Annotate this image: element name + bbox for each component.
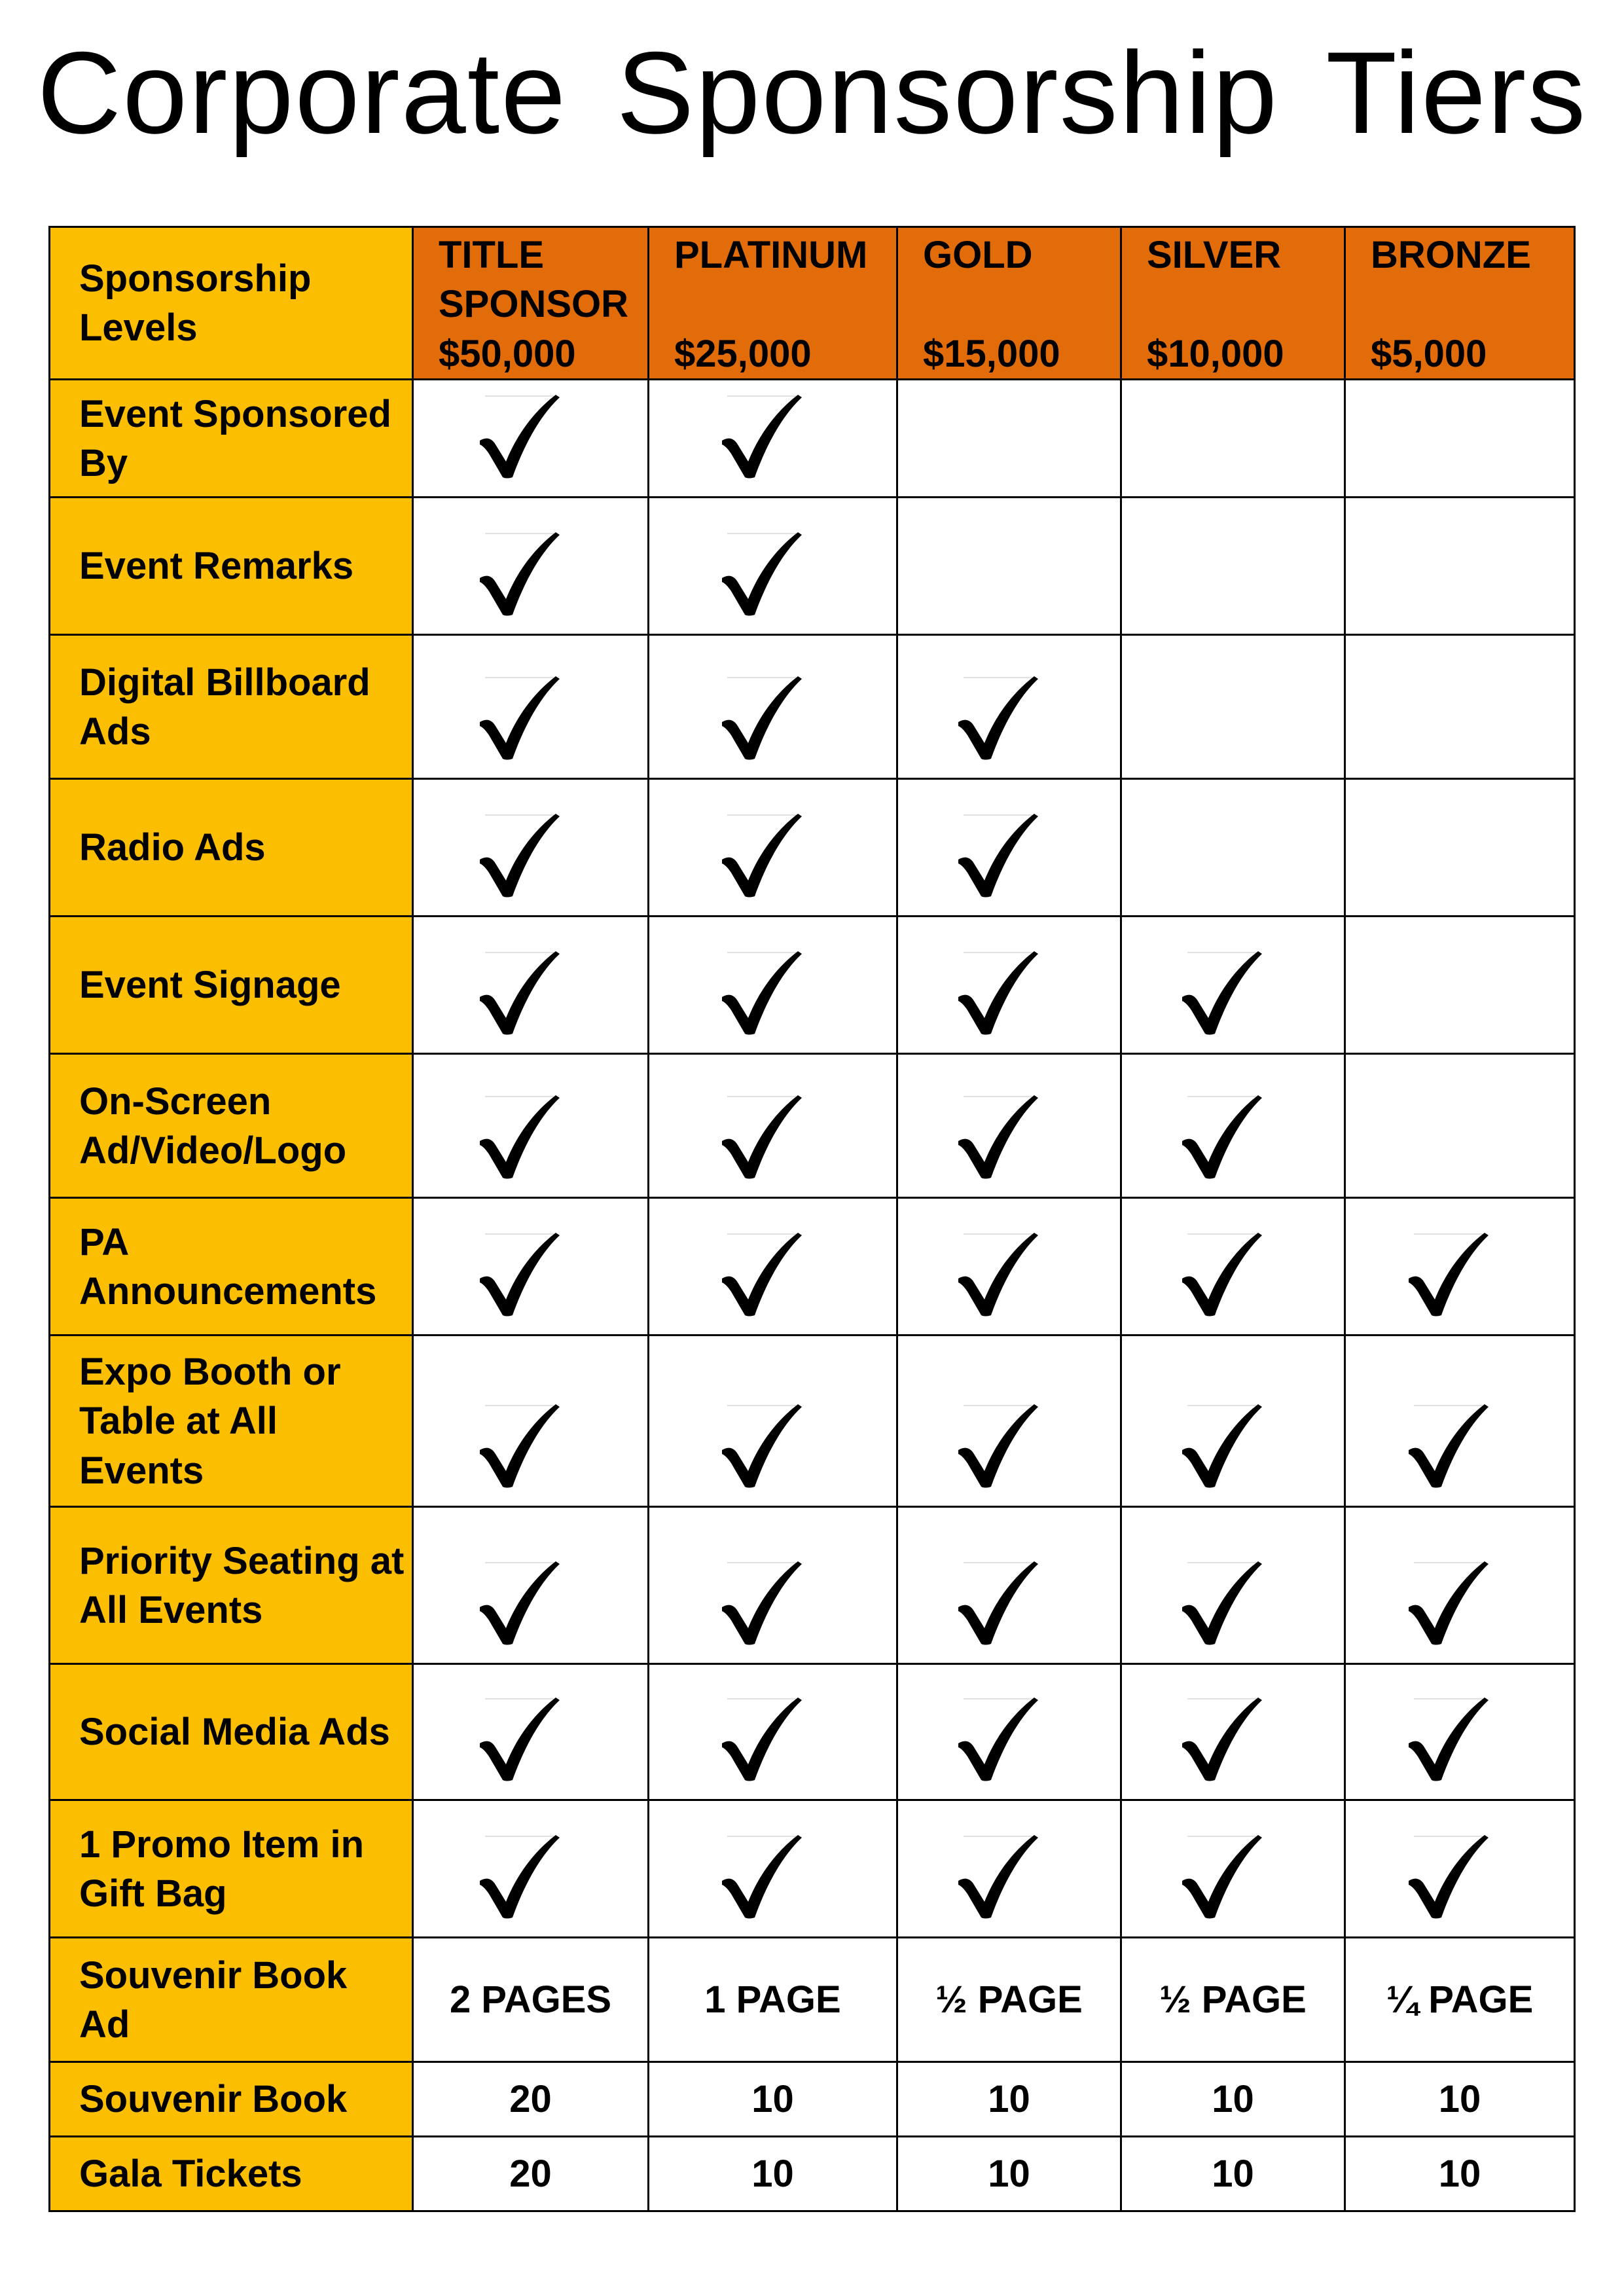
benefit-cell-silver [1121,1335,1345,1507]
benefit-cell-title-sponsor [413,635,649,779]
checkmark-icon [714,1227,806,1319]
table-row [50,635,1575,779]
table-row [50,1507,1575,1664]
value-cell-title-sponsor: 20 [413,2062,649,2137]
benefit-label: Event Signage [50,917,413,1054]
benefit-cell-bronze [1345,1664,1575,1800]
checkmark-icon [1174,1227,1266,1319]
benefit-cell-gold [897,1335,1121,1507]
tier-name: SILVER [1147,234,1282,276]
checkmark-icon [714,527,806,619]
benefit-cell-platinum [649,1664,897,1800]
benefit-cell-title-sponsor [413,1800,649,1938]
checkmark-icon [472,671,564,763]
checkmark-icon [950,1830,1042,1921]
benefit-cell-bronze [1345,635,1575,779]
table-row [50,1054,1575,1198]
benefit-cell-platinum [649,380,897,498]
benefit-cell-silver [1121,779,1345,917]
benefit-cell-gold [897,1800,1121,1938]
checkmark-icon [472,1692,564,1784]
value-cell-gold: 10 [897,2062,1121,2137]
table-row [50,2137,1575,2211]
benefit-cell-gold [897,1664,1121,1800]
checkmark-icon [950,808,1042,900]
benefit-cell-gold [897,917,1121,1054]
checkmark-icon [472,946,564,1038]
benefit-cell-bronze [1345,779,1575,917]
value-cell-silver: ½ PAGE [1121,1938,1345,2062]
checkmark-icon [1401,1830,1492,1921]
tier-price: $25,000 [674,333,812,375]
table-body [50,380,1575,2211]
value-cell-gold: 10 [897,2137,1121,2211]
table-row [50,779,1575,917]
checkmark-icon [1401,1692,1492,1784]
tier-name: GOLD [923,234,1033,276]
benefit-cell-platinum [649,1507,897,1664]
benefit-cell-platinum [649,498,897,635]
value-cell-platinum: 10 [649,2137,897,2211]
benefit-label: Digital Billboard Ads [50,635,413,779]
benefit-cell-silver [1121,635,1345,779]
benefit-cell-bronze [1345,380,1575,498]
benefit-label: PA Announcements [50,1198,413,1335]
checkmark-icon [950,1227,1042,1319]
checkmark-icon [1401,1399,1492,1491]
checkmark-icon [950,1556,1042,1648]
benefit-cell-gold [897,498,1121,635]
benefit-cell-platinum [649,1335,897,1507]
checkmark-icon [714,1830,806,1921]
value-cell-bronze: 10 [1345,2137,1575,2211]
table-row [50,2062,1575,2137]
value-cell-bronze: ¼ PAGE [1345,1938,1575,2062]
benefit-cell-silver [1121,1664,1345,1800]
benefit-cell-silver [1121,380,1345,498]
sponsorship-tiers-table [48,226,1576,2212]
benefit-cell-title-sponsor [413,1335,649,1507]
value-row-label: Souvenir Book Ad [50,1938,413,2062]
checkmark-icon [472,808,564,900]
benefit-label: Priority Seating at All Events [50,1507,413,1664]
benefit-cell-title-sponsor [413,498,649,635]
table-row [50,1664,1575,1800]
benefit-label: Event Sponsored By [50,380,413,498]
benefit-cell-gold [897,635,1121,779]
tier-name: BRONZE [1371,234,1531,276]
value-cell-bronze: 10 [1345,2062,1575,2137]
tier-header-row [50,227,1575,380]
value-row-label: Souvenir Book [50,2062,413,2137]
benefit-cell-platinum [649,1800,897,1938]
value-cell-platinum: 1 PAGE [649,1938,897,2062]
benefit-cell-title-sponsor [413,1054,649,1198]
benefit-cell-bronze [1345,917,1575,1054]
checkmark-icon [1174,1830,1266,1921]
benefit-cell-silver [1121,1800,1345,1938]
benefit-cell-bronze [1345,1507,1575,1664]
checkmark-icon [472,1090,564,1182]
benefit-cell-gold [897,779,1121,917]
tier-price: $10,000 [1147,333,1284,375]
benefit-cell-platinum [649,635,897,779]
tier-name: TITLE SPONSOR [439,234,629,326]
benefit-cell-title-sponsor [413,779,649,917]
benefit-cell-silver [1121,1507,1345,1664]
benefit-label: 1 Promo Item in Gift Bag [50,1800,413,1938]
tier-header-platinum [649,227,897,380]
tier-price: $5,000 [1371,333,1487,375]
checkmark-icon [1174,1556,1266,1648]
table-row [50,1198,1575,1335]
checkmark-icon [472,527,564,619]
tier-header-title-sponsor [413,227,649,380]
checkmark-icon [714,1090,806,1182]
table-row [50,380,1575,498]
checkmark-icon [714,1692,806,1784]
benefit-label: On-Screen Ad/Video/Logo [50,1054,413,1198]
tier-header-silver [1121,227,1345,380]
table-row [50,1800,1575,1938]
value-cell-title-sponsor: 20 [413,2137,649,2211]
checkmark-icon [950,1399,1042,1491]
value-cell-gold: ½ PAGE [897,1938,1121,2062]
benefit-cell-bronze [1345,1054,1575,1198]
sponsorship-levels-label: Sponsorship Levels [50,227,413,380]
page-title: Corporate Sponsorship Tiers [37,27,1587,158]
benefit-cell-bronze [1345,1800,1575,1938]
benefit-cell-bronze [1345,1335,1575,1507]
tier-price: $50,000 [439,333,576,375]
checkmark-icon [1174,946,1266,1038]
benefit-cell-gold [897,1054,1121,1198]
tier-header-bronze [1345,227,1575,380]
tier-header-gold [897,227,1121,380]
benefit-cell-silver [1121,1054,1345,1198]
checkmark-icon [1401,1227,1492,1319]
checkmark-icon [714,671,806,763]
checkmark-icon [950,671,1042,763]
checkmark-icon [472,390,564,481]
benefit-cell-silver [1121,917,1345,1054]
checkmark-icon [1174,1399,1266,1491]
benefit-cell-gold [897,1198,1121,1335]
benefit-label: Radio Ads [50,779,413,917]
checkmark-icon [714,390,806,481]
value-cell-silver: 10 [1121,2062,1345,2137]
checkmark-icon [1401,1556,1492,1648]
benefit-label: Expo Booth or Table at All Events [50,1335,413,1507]
checkmark-icon [472,1227,564,1319]
benefit-label: Social Media Ads [50,1664,413,1800]
benefit-cell-platinum [649,917,897,1054]
table-row [50,917,1575,1054]
table-row [50,498,1575,635]
checkmark-icon [1174,1692,1266,1784]
benefit-cell-title-sponsor [413,380,649,498]
checkmark-icon [472,1399,564,1491]
benefit-cell-silver [1121,1198,1345,1335]
value-cell-silver: 10 [1121,2137,1345,2211]
benefit-label: Event Remarks [50,498,413,635]
tier-price: $15,000 [923,333,1060,375]
checkmark-icon [472,1830,564,1921]
checkmark-icon [714,1556,806,1648]
benefit-cell-silver [1121,498,1345,635]
checkmark-icon [950,946,1042,1038]
benefit-cell-title-sponsor [413,917,649,1054]
benefit-cell-gold [897,380,1121,498]
checkmark-icon [714,1399,806,1491]
table-row [50,1335,1575,1507]
benefit-cell-title-sponsor [413,1507,649,1664]
benefit-cell-title-sponsor [413,1198,649,1335]
benefit-cell-platinum [649,779,897,917]
checkmark-icon [1174,1090,1266,1182]
value-row-label: Gala Tickets [50,2137,413,2211]
checkmark-icon [472,1556,564,1648]
checkmark-icon [714,808,806,900]
benefit-cell-bronze [1345,498,1575,635]
checkmark-icon [950,1692,1042,1784]
benefit-cell-platinum [649,1198,897,1335]
benefit-cell-gold [897,1507,1121,1664]
value-cell-title-sponsor: 2 PAGES [413,1938,649,2062]
table-row [50,1938,1575,2062]
value-cell-platinum: 10 [649,2062,897,2137]
checkmark-icon [950,1090,1042,1182]
benefit-cell-platinum [649,1054,897,1198]
checkmark-icon [714,946,806,1038]
tier-name: PLATINUM [674,234,868,276]
benefit-cell-bronze [1345,1198,1575,1335]
benefit-cell-title-sponsor [413,1664,649,1800]
